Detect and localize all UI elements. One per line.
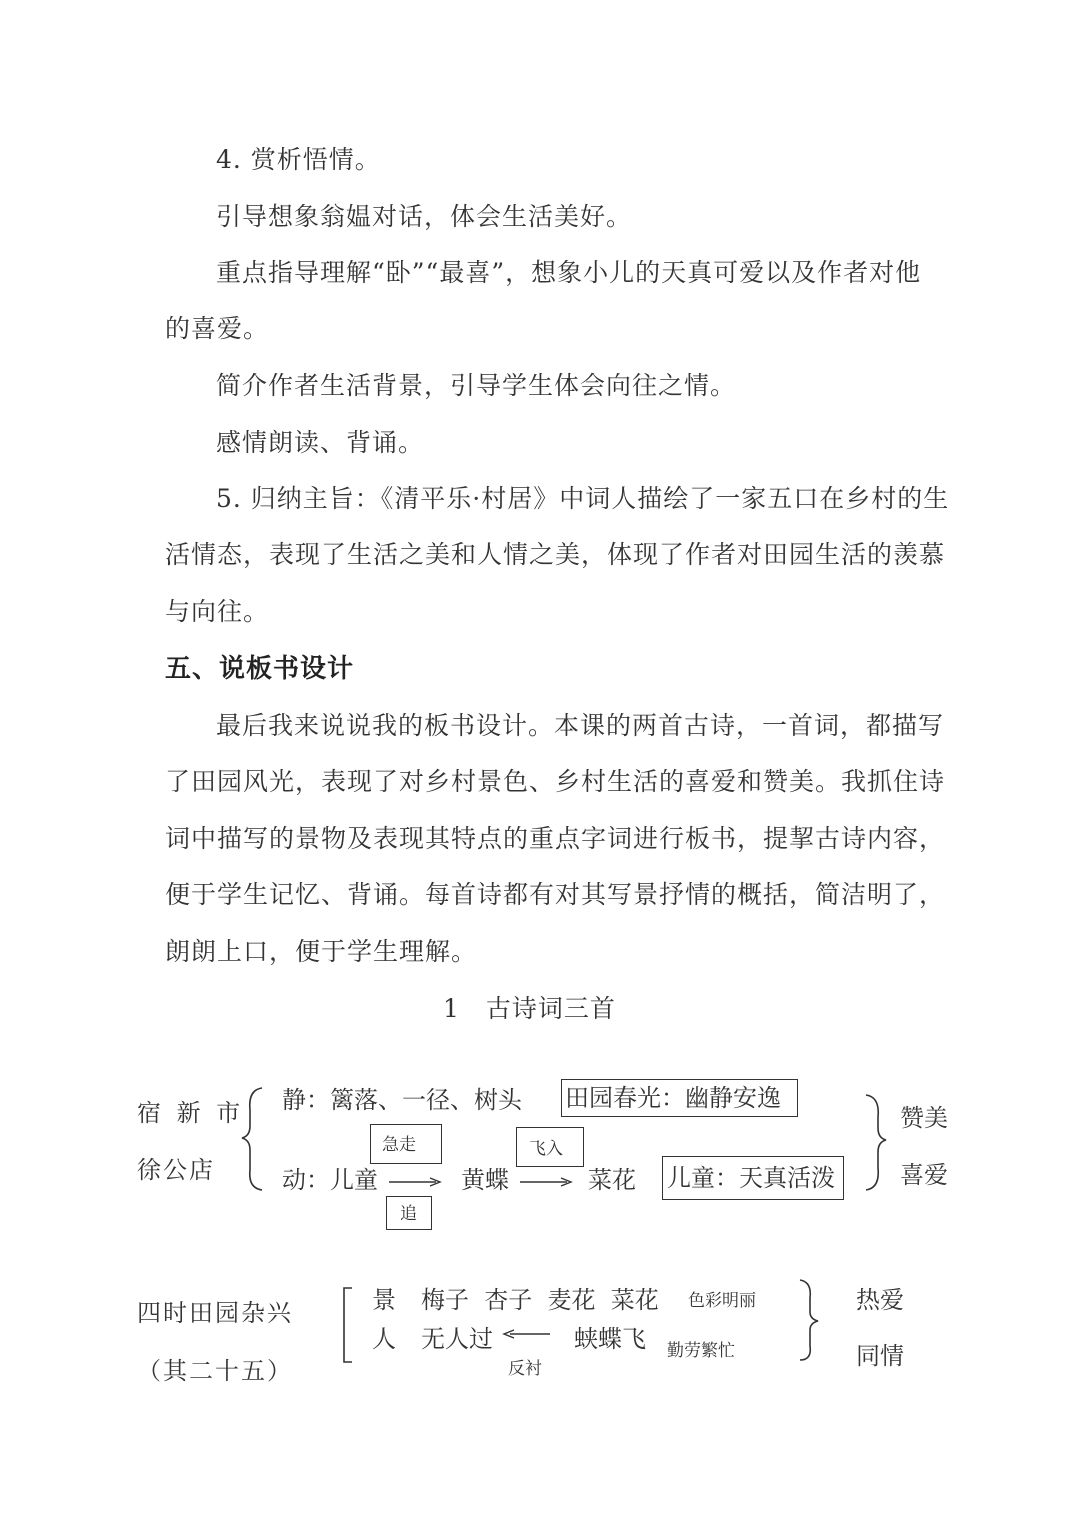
poem1-static-box (561, 1079, 798, 1117)
poem2-people-label: 人 (372, 1325, 396, 1353)
poem1-emotion-praise: 赞美 (900, 1104, 948, 1132)
poem2-contrast-label: 反衬 (508, 1359, 542, 1379)
board-title: 1 古诗词三首 (443, 994, 616, 1023)
left-brace-poem1 (242, 1088, 262, 1190)
poem1-flower: 菜花 (588, 1166, 636, 1194)
poem2-scene-note: 色彩明丽 (688, 1291, 756, 1311)
right-brace-poem1 (866, 1095, 886, 1190)
poem2-scene-items: 梅子 杏子 麦花 菜花 (421, 1286, 659, 1314)
section-paragraph-line3: 词中描写的景物及表现其特点的重点字词进行板书，提挈古诗内容， (165, 824, 946, 853)
poem1-dynamic-box-text: 儿童：天真活泼 (667, 1164, 835, 1192)
poem1-dynamic-label: 动：儿童 (282, 1166, 378, 1194)
poem1-emotion-love: 喜爱 (900, 1161, 948, 1189)
poem2-emotion-love: 热爱 (856, 1286, 904, 1314)
section-paragraph-line1: 最后我来说说我的板书设计。本课的两首古诗，一首词，都描写 (216, 711, 945, 740)
poem2-nobody: 无人过 (421, 1325, 493, 1353)
section-paragraph-line2: 了田园风光，表现了对乡村景色、乡村生活的喜爱和赞美。我抓住诗 (165, 767, 946, 796)
poem1-action-down-box (386, 1196, 432, 1230)
poem1-action-fly-box (516, 1127, 584, 1167)
poem1-dynamic-box (662, 1156, 844, 1200)
poem2-title-line2: （其二十五） (137, 1357, 293, 1385)
poem1-title-line2: 徐公店 (137, 1156, 215, 1184)
poem1-action-up-text: 急走 (382, 1135, 416, 1155)
poem1-action-down-text: 追 (400, 1204, 417, 1224)
poem2-emotion-sympathy: 同情 (856, 1342, 904, 1370)
poem1-action-fly-text: 飞入 (529, 1139, 563, 1159)
poem1-title-line1: 宿 新 市 (137, 1099, 245, 1127)
right-brace-poem2 (800, 1280, 818, 1360)
paragraph-theme-line1: 5. 归纳主旨：《清平乐·村居》中词人描绘了一家五口在乡村的生 (216, 484, 950, 513)
section-paragraph-line4: 便于学生记忆、背诵。每首诗都有对其写景抒情的概括，简洁明了， (165, 880, 946, 909)
poem2-title-line1: 四时田园杂兴 (137, 1299, 293, 1327)
section-heading: 五、说板书设计 (165, 654, 355, 684)
poem1-static-line: 静：篱落、一径、树头 (282, 1086, 522, 1114)
paragraph-key-words-line2: 的喜爱。 (165, 314, 270, 343)
paragraph-theme-line3: 与向往。 (165, 597, 270, 626)
poem1-action-up-box (370, 1124, 442, 1164)
paragraph-recite: 感情朗读、背诵。 (216, 428, 425, 457)
poem2-butterflies: 蛱蝶飞 (574, 1325, 646, 1353)
section-paragraph-line5: 朗朗上口，便于学生理解。 (165, 937, 478, 966)
poem1-butterfly: 黄蝶 (461, 1166, 509, 1194)
paragraph-background: 简介作者生活背景，引导学生体会向往之情。 (216, 371, 737, 400)
poem2-scene-label: 景 (372, 1286, 396, 1314)
left-bracket-poem2 (344, 1288, 352, 1362)
paragraph-guide-dialogue: 引导想象翁媪对话，体会生活美好。 (216, 202, 633, 231)
paragraph-appreciate: 4. 赏析悟情。 (216, 145, 381, 174)
poem1-static-box-text: 田园春光：幽静安逸 (565, 1084, 781, 1112)
paragraph-theme-line2: 活情态，表现了生活之美和人情之美，体现了作者对田园生活的羡慕 (165, 540, 946, 569)
poem2-busy-note: 勤劳繁忙 (667, 1341, 735, 1361)
paragraph-key-words-line1: 重点指导理解“卧”“最喜”，想象小儿的天真可爱以及作者对他 (216, 258, 922, 287)
